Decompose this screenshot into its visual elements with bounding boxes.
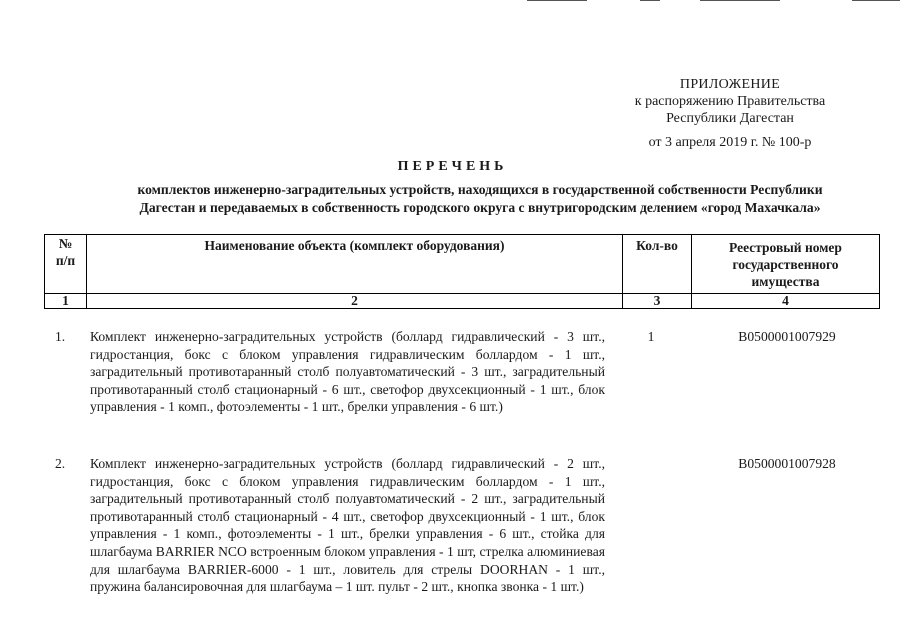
row-registry-number: В0500001007929 bbox=[738, 329, 836, 344]
header-num: № п/п bbox=[45, 235, 87, 294]
subtitle-line-2: Дагестан и передаваемых в собственность городского округа с внутригородским делением «город Махачкала» bbox=[139, 200, 821, 215]
table-header-row bbox=[45, 235, 880, 294]
subtitle-line-1: комплектов инженерно-заградительных устройств, находящихся в государственной собственности Республики bbox=[137, 182, 823, 197]
column-number: 2 bbox=[87, 294, 623, 309]
scan-top-edge-marks bbox=[0, 0, 905, 6]
column-number: 4 bbox=[692, 294, 880, 309]
appendix-line-1: к распоряжению Правительства bbox=[634, 94, 826, 109]
row-description: Комплект инженерно-заградительных устройств (боллард гидравлический - 3 шт., гидростанция, бокс с блоком управления гидравлическим боллардом - 1 шт., заградительный противотаранный столб полуавтоматический - 3 шт., заградительный противотаранный столб стационарный - 6 шт., светофор двухсекционный - 1 шт., блок управления - 1 комп., фотоэлементы - 1 шт., брелки управления - 6 шт.) bbox=[90, 329, 605, 415]
header-name: Наименование объекта (комплект оборудования) bbox=[87, 235, 623, 294]
column-number: 3 bbox=[623, 294, 692, 309]
inventory-table bbox=[44, 234, 880, 309]
row-registry-number: В0500001007928 bbox=[738, 456, 836, 471]
appendix-block bbox=[600, 76, 860, 151]
column-number: 1 bbox=[45, 294, 87, 309]
document-heading: ПЕРЕЧЕНЬ bbox=[397, 159, 508, 174]
header-qty: Кол-во bbox=[623, 235, 692, 294]
row-description: Комплект инженерно-заградительных устройств (боллард гидравлический - 2 шт., гидростанция, бокс с блоком управления гидравлическим боллардом - 1 шт., заградительный противотаранный столб полуавтоматический - 2 шт., заградительный противотаранный столб стационарный - 4 шт., светофор двухсекционный - 1 шт., блок управления - 1 комп., фотоэлементы - 1 шт., брелки управления - 6 шт., стойка для шлагбаума BARRIER NCO встроенным блоком управления - 1 шт, стрелка алюминиевая для шлагбаума BARRIER-6000 - 1 шт., ловитель для стрелы DOORHAN - 1 шт., пружина балансировочная для шлагбаума – 1 шт. пульт - 2 шт., кнопка звонка - 1 шт.) bbox=[90, 456, 605, 595]
row-quantity: 1 bbox=[647, 329, 655, 344]
appendix-line-2: Республики Дагестан bbox=[666, 111, 794, 126]
appendix-title: ПРИЛОЖЕНИЕ bbox=[679, 77, 781, 92]
row-number: 2. bbox=[55, 456, 66, 471]
row-number: 1. bbox=[55, 329, 66, 344]
column-number-row bbox=[45, 294, 880, 309]
header-reg: Реестровый номер государственного имущества bbox=[692, 235, 880, 294]
appendix-date: от 3 апреля 2019 г. № 100-р bbox=[648, 135, 812, 150]
document-subtitle bbox=[70, 181, 890, 217]
